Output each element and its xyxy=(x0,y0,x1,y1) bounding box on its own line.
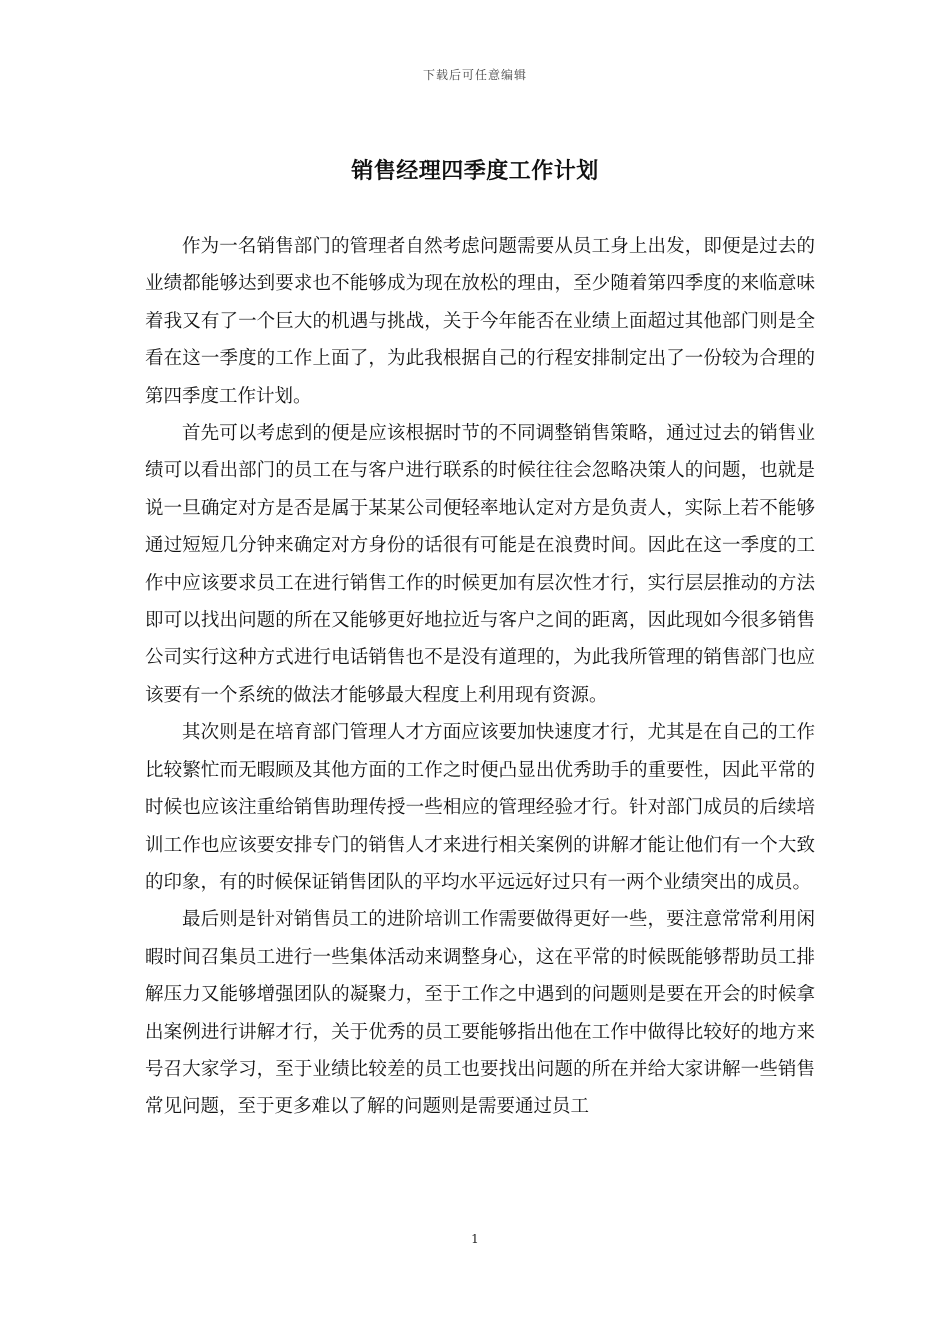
paragraph-talent-development: 其次则是在培育部门管理人才方面应该要加快速度才行，尤其是在自己的工作比较繁忙而无暇顾及其他方面的工作之时便凸显出优秀助手的重要性，因此平常的时候也应该注重给销售助理传授一些相应的管理经验才行。针对部门成员的后续培训工作也应该要安排专门的销售人才来进行相关案例的讲解才能让他们有一个大致的印象，有的时候保证销售团队的平均水平远远好过只有一两个业绩突出的成员。 xyxy=(145,722,815,893)
page-number: 1 xyxy=(471,1232,479,1246)
header-note: 下载后可任意编辑 xyxy=(422,68,527,82)
document-body xyxy=(145,228,815,1126)
paragraph-sales-strategy: 首先可以考虑到的便是应该根据时节的不同调整销售策略，通过过去的销售业绩可以看出部门的员工在与客户进行联系的时候往往会忽略决策人的问题，也就是说一旦确定对方是否是属于某某公司便轻率地认定对方是负责人，实际上若不能够通过短短几分钟来确定对方身份的话很有可能是在浪费时间。因此在这一季度的工作中应该要求员工在进行销售工作的时候更加有层次性才行，实行层层推动的方法即可以找出问题的所在又能够更好地拉近与客户之间的距离，因此现如今很多销售公司实行这种方式进行电话销售也不是没有道理的，为此我所管理的销售部门也应该要有一个系统的做法才能够最大程度上利用现有资源。 xyxy=(145,423,815,706)
paragraph-intro: 作为一名销售部门的管理者自然考虑问题需要从员工身上出发，即便是过去的业绩都能够达到要求也不能够成为现在放松的理由，至少随着第四季度的来临意味着我又有了一个巨大的机遇与挑战，关于今年能否在业绩上面超过其他部门则是全看在这一季度的工作上面了，为此我根据自己的行程安排制定出了一份较为合理的第四季度工作计划。 xyxy=(145,236,815,407)
paragraph-advanced-training: 最后则是针对销售员工的进阶培训工作需要做得更好一些，要注意常常利用闲暇时间召集员工进行一些集体活动来调整身心，这在平常的时候既能够帮助员工排解压力又能够增强团队的凝聚力，至于工作之中遇到的问题则是要在开会的时候拿出案例进行讲解才行，关于优秀的员工要能够指出他在工作中做得比较好的地方来号召大家学习，至于业绩比较差的员工也要找出问题的所在并给大家讲解一些销售常见问题，至于更多难以了解的问题则是需要通过员工 xyxy=(145,909,815,1118)
document-title: 销售经理四季度工作计划 xyxy=(351,158,599,184)
